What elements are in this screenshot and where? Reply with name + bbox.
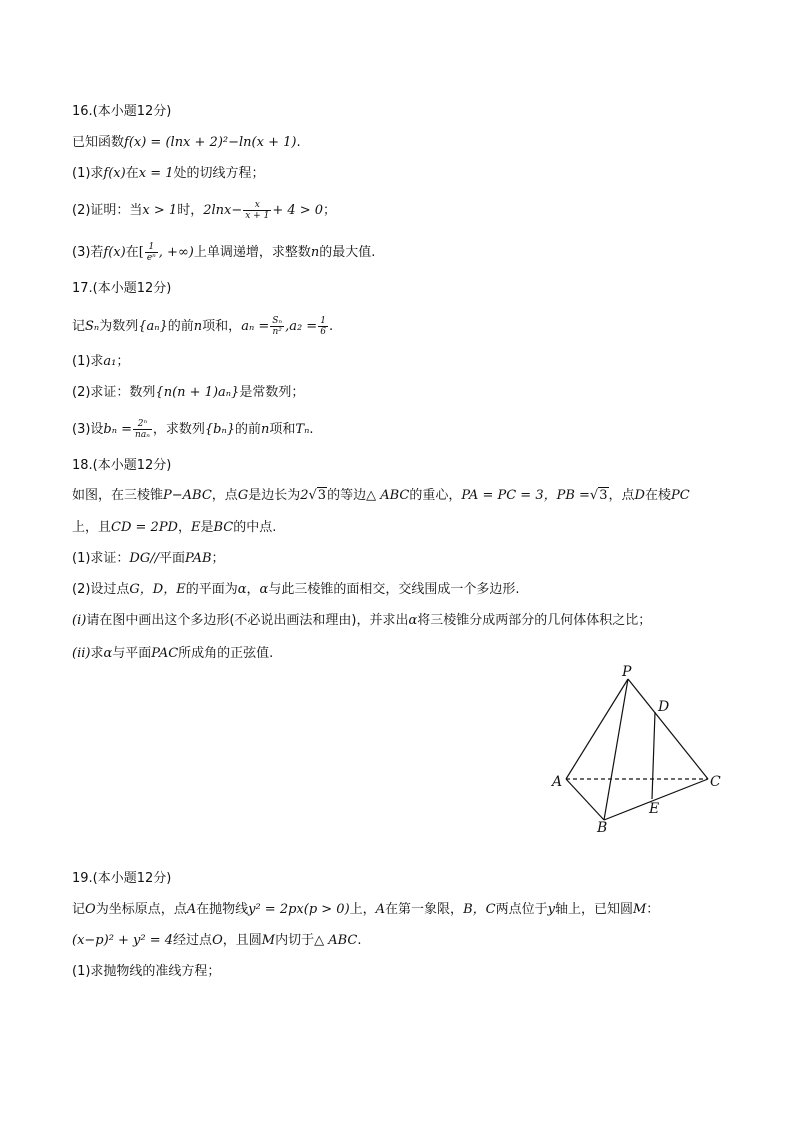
label-b: B [597,820,608,836]
sqrt: √3 [308,488,327,503]
q16-part1: (1)求f(x)在x = 1处的切线方程； [72,166,265,181]
q18-header: 18.(本小题12分) [72,458,172,473]
label-a: A [552,774,563,790]
q17-header: 17.(本小题12分) [72,281,172,296]
q16-part2: (2)证明：当x > 1时，2lnx− $\frac{x}{x + 1}$ + 4 > 0； [72,200,337,221]
fraction: $\frac{1}{\text{eⁿ}}$ [146,242,156,263]
q16-stem: 已知函数f(x) = (lnx + 2)²−ln(x + 1). [72,135,301,150]
pyramid-figure [540,660,740,840]
q18-part2-i: (i)请在图中画出这个多边形(不必说出画法和理由)，并求出α将三棱锥分成两部分的几何体体积之比； [72,613,652,628]
q18-stem-line2: 上，且CD = 2PD，E是BC的中点. [72,520,277,535]
edge-pc [628,679,708,779]
q18-part2: (2)设过点G，D，E的平面为α，α与此三棱锥的面相交，交线围成一个多边形. [72,582,520,597]
q18-stem-line1: 如图，在三棱锥P−ABC，点G是边长为2√3的等边△ ABC的重心，PA = PC = 3，PB =√3，点D在棱PC [72,486,690,506]
fraction: $\frac{1}{6}$ [320,316,326,337]
q18-part2-ii: (ii)求α与平面PAC所成角的正弦值. [72,646,274,661]
label-e: E [649,801,660,817]
q19-stem-line2: (x−p)² + y² = 4经过点O，且圆M内切于△ ABC. [72,933,362,948]
q17-part1: (1)求a₁； [72,354,130,369]
fraction: $\frac{x}{x + 1}$ [245,200,270,221]
edge-pb [604,679,628,820]
q19-header: 19.(本小题12分) [72,871,172,886]
label-d: D [658,699,670,715]
q17-stem: 记Sₙ为数列{aₙ}的前n项和，aₙ = $\frac{\text{Sₙ}}{\text{n²}}$ ,a₂ = $\frac{1}{6}$ . [72,316,334,337]
q19-part1: (1)求抛物线的准线方程； [72,964,221,979]
q17-part2: (2)求证：数列{n(n + 1)aₙ}是常数列； [72,385,305,400]
edge-pa [566,679,628,779]
q16-part3: (3)若f(x)在[ $\frac{1}{\text{eⁿ}}$ , +∞)上单调递增，求整数n的最大值. [72,242,376,263]
sqrt: √3 [589,488,608,503]
q18-part1: (1)求证：DG//平面PAB； [72,551,225,566]
label-p: P [622,664,632,680]
segment-de [652,712,655,799]
label-c: C [710,774,721,790]
q17-part3: (3)设bₙ = $\frac{\text{2ⁿ}}{\text{naₙ}}$ ，求数列{bₙ}的前n项和Tₙ. [72,419,314,440]
fraction: $\frac{\text{2ⁿ}}{\text{naₙ}}$ [135,419,150,440]
edge-ab [566,779,604,820]
fraction: $\frac{\text{Sₙ}}{\text{n²}}$ [272,316,283,337]
q16-header: 16.(本小题12分) [72,104,172,119]
q19-stem-line1: 记O为坐标原点，点A在抛物线y² = 2px(p > 0)上，A在第一象限，B，C两点位于y轴上，已知圆M： [72,902,660,917]
